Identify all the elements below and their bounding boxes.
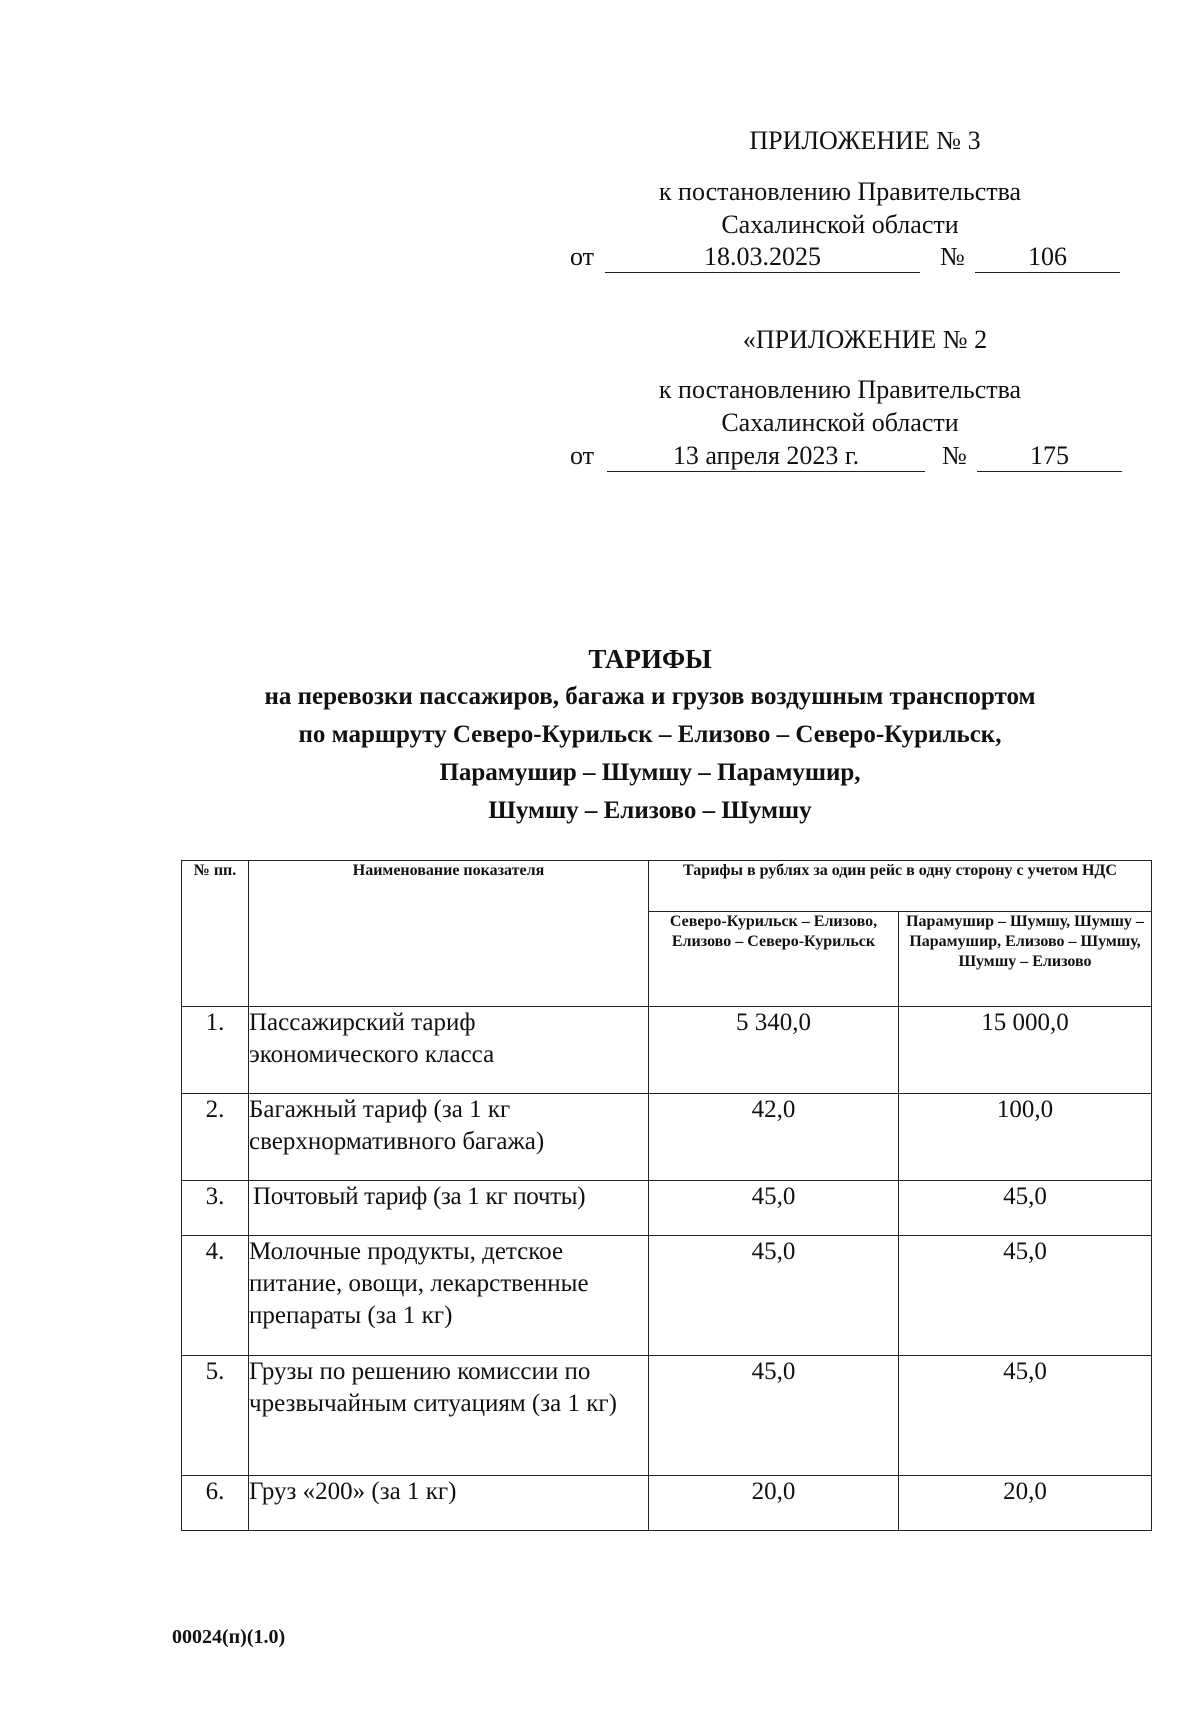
row-num: 2. <box>182 1094 249 1181</box>
appendix-2-num-label: № <box>942 441 967 470</box>
row-num: 3. <box>182 1181 249 1236</box>
title-line-4: Шумшу – Елизово – Шумшу <box>488 797 812 824</box>
appendix-3-num-label: № <box>940 242 965 271</box>
row-value-2: 15 000,0 <box>899 1007 1152 1094</box>
row-value-2: 20,0 <box>899 1476 1152 1531</box>
appendix-3-line2: Сахалинской области <box>721 210 959 239</box>
appendix-2-date: 13 апреля 2023 г. <box>607 439 925 472</box>
appendix-2-header <box>620 323 1060 439</box>
title-line-2: по маршруту Северо-Курильск – Елизово – Северо-Курильск, <box>298 721 1002 748</box>
appendix-3-signature-row <box>570 240 1120 274</box>
row-name: Пассажирский тариф экономического класса <box>249 1007 649 1094</box>
tariffs-table <box>181 860 1152 1531</box>
table-header-row <box>182 861 1152 912</box>
row-num: 6. <box>182 1476 249 1531</box>
row-value-2: 45,0 <box>899 1356 1152 1476</box>
appendix-2-title: «ПРИЛОЖЕНИЕ № 2 <box>742 325 988 354</box>
header-num: № пп. <box>182 861 249 1007</box>
row-value-2: 100,0 <box>899 1094 1152 1181</box>
row-num: 1. <box>182 1007 249 1094</box>
row-name: Грузы по решению комиссии по чрезвычайным ситуациям (за 1 кг) <box>249 1356 649 1476</box>
row-name: Молочные продукты, детское питание, овощи, лекарственные препараты (за 1 кг) <box>249 1236 649 1356</box>
appendix-3-number: 106 <box>975 240 1120 273</box>
row-num: 5. <box>182 1356 249 1476</box>
table-row <box>182 1094 1152 1181</box>
row-name: Почтовый тариф (за 1 кг почты) <box>249 1181 649 1236</box>
appendix-3-header <box>620 124 1060 241</box>
row-value-1: 45,0 <box>649 1181 899 1236</box>
row-value-1: 42,0 <box>649 1094 899 1181</box>
row-value-1: 45,0 <box>649 1356 899 1476</box>
title-line-1: на перевозки пассажиров, багажа и грузов воздушным транспортом <box>264 683 1036 710</box>
row-name: Багажный тариф (за 1 кг сверхнормативного багажа) <box>249 1094 649 1181</box>
title-line-3: Парамушир – Шумшу – Парамушир, <box>439 759 861 786</box>
header-name: Наименование показателя <box>249 861 649 1007</box>
appendix-3-title: ПРИЛОЖЕНИЕ № 3 <box>749 126 981 155</box>
appendix-3-line1: к постановлению Правительства <box>658 177 1022 206</box>
row-value-1: 20,0 <box>649 1476 899 1531</box>
document-title <box>120 640 1180 830</box>
row-value-1: 5 340,0 <box>649 1007 899 1094</box>
table-row <box>182 1356 1152 1476</box>
header-route-2: Парамушир – Шумшу, Шумшу – Парамушир, Елизово – Шумшу, Шумшу – Елизово <box>899 912 1152 1007</box>
table-row <box>182 1181 1152 1236</box>
appendix-2-line2: Сахалинской области <box>721 408 959 437</box>
appendix-2-number: 175 <box>977 439 1122 472</box>
table-row <box>182 1476 1152 1531</box>
header-tariffs-group: Тарифы в рублях за один рейс в одну сторону с учетом НДС <box>649 861 1152 912</box>
appendix-2-signature-row <box>570 439 1120 473</box>
row-num: 4. <box>182 1236 249 1356</box>
title-main: ТАРИФЫ <box>588 644 712 674</box>
appendix-2-from-label: от <box>570 441 595 470</box>
table-row <box>182 1236 1152 1356</box>
appendix-3-date: 18.03.2025 <box>605 240 920 273</box>
row-value-1: 45,0 <box>649 1236 899 1356</box>
row-name: Груз «200» (за 1 кг) <box>249 1476 649 1531</box>
row-value-2: 45,0 <box>899 1236 1152 1356</box>
header-route-1: Северо-Курильск – Елизово, Елизово – Северо-Курильск <box>649 912 899 1007</box>
appendix-3-from-label: от <box>570 242 595 271</box>
document-code: 00024(п)(1.0) <box>172 1626 286 1648</box>
table-row <box>182 1007 1152 1094</box>
appendix-2-line1: к постановлению Правительства <box>658 375 1022 404</box>
row-value-2: 45,0 <box>899 1181 1152 1236</box>
